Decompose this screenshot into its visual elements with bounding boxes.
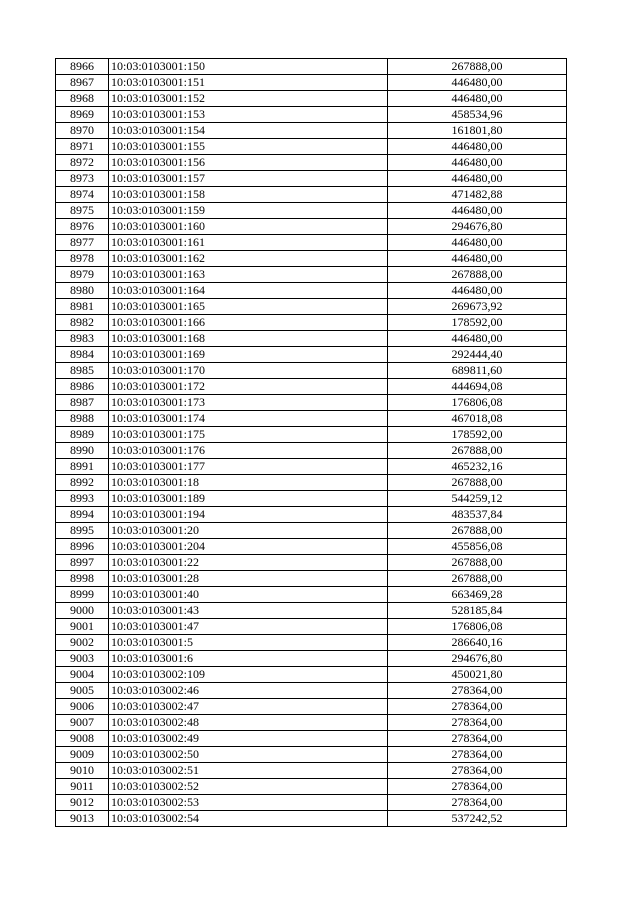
value-cell: 176806,08 (388, 619, 567, 635)
cadastral-number-cell: 10:03:0103001:189 (109, 491, 388, 507)
row-number-cell: 9008 (56, 731, 109, 747)
value-cell: 278364,00 (388, 747, 567, 763)
table-row (56, 619, 567, 635)
value-cell: 278364,00 (388, 715, 567, 731)
value-cell: 446480,00 (388, 91, 567, 107)
table-row (56, 347, 567, 363)
cadastral-number-cell: 10:03:0103001:169 (109, 347, 388, 363)
table-row (56, 715, 567, 731)
value-cell: 292444,40 (388, 347, 567, 363)
cadastral-number-cell: 10:03:0103001:150 (109, 59, 388, 75)
table-row (56, 443, 567, 459)
value-cell: 450021,80 (388, 667, 567, 683)
value-cell: 267888,00 (388, 475, 567, 491)
cadastral-number-cell: 10:03:0103001:177 (109, 459, 388, 475)
row-number-cell: 8984 (56, 347, 109, 363)
table-row (56, 251, 567, 267)
value-cell: 286640,16 (388, 635, 567, 651)
value-cell: 278364,00 (388, 763, 567, 779)
row-number-cell: 9002 (56, 635, 109, 651)
table-row (56, 155, 567, 171)
cadastral-number-cell: 10:03:0103001:156 (109, 155, 388, 171)
table-row (56, 427, 567, 443)
table-row (56, 267, 567, 283)
value-cell: 544259,12 (388, 491, 567, 507)
value-cell: 176806,08 (388, 395, 567, 411)
value-cell: 267888,00 (388, 523, 567, 539)
table-row (56, 667, 567, 683)
value-cell: 446480,00 (388, 155, 567, 171)
row-number-cell: 9001 (56, 619, 109, 635)
table-row (56, 459, 567, 475)
row-number-cell: 8983 (56, 331, 109, 347)
cadastral-number-cell: 10:03:0103001:40 (109, 587, 388, 603)
cadastral-number-cell: 10:03:0103002:109 (109, 667, 388, 683)
row-number-cell: 9012 (56, 795, 109, 811)
value-cell: 467018,08 (388, 411, 567, 427)
row-number-cell: 8990 (56, 443, 109, 459)
table-row (56, 747, 567, 763)
value-cell: 269673,92 (388, 299, 567, 315)
cadastral-number-cell: 10:03:0103001:166 (109, 315, 388, 331)
table-row (56, 379, 567, 395)
table-row (56, 139, 567, 155)
cadastral-number-cell: 10:03:0103002:52 (109, 779, 388, 795)
cadastral-number-cell: 10:03:0103001:176 (109, 443, 388, 459)
row-number-cell: 8994 (56, 507, 109, 523)
cadastral-number-cell: 10:03:0103001:204 (109, 539, 388, 555)
cadastral-number-cell: 10:03:0103001:157 (109, 171, 388, 187)
table-row (56, 635, 567, 651)
cadastral-number-cell: 10:03:0103001:151 (109, 75, 388, 91)
value-cell: 278364,00 (388, 779, 567, 795)
value-cell: 267888,00 (388, 59, 567, 75)
value-cell: 278364,00 (388, 731, 567, 747)
table-row (56, 363, 567, 379)
table-row (56, 283, 567, 299)
table-row (56, 107, 567, 123)
cadastral-number-cell: 10:03:0103001:175 (109, 427, 388, 443)
cadastral-number-cell: 10:03:0103001:164 (109, 283, 388, 299)
row-number-cell: 8982 (56, 315, 109, 331)
value-cell: 161801,80 (388, 123, 567, 139)
value-cell: 446480,00 (388, 203, 567, 219)
value-cell: 444694,08 (388, 379, 567, 395)
cadastral-number-cell: 10:03:0103001:152 (109, 91, 388, 107)
table-row (56, 523, 567, 539)
row-number-cell: 8981 (56, 299, 109, 315)
row-number-cell: 9013 (56, 811, 109, 827)
table-row (56, 651, 567, 667)
cadastral-number-cell: 10:03:0103001:155 (109, 139, 388, 155)
row-number-cell: 8972 (56, 155, 109, 171)
value-cell: 267888,00 (388, 443, 567, 459)
row-number-cell: 9000 (56, 603, 109, 619)
row-number-cell: 8979 (56, 267, 109, 283)
cadastral-number-cell: 10:03:0103001:161 (109, 235, 388, 251)
value-cell: 483537,84 (388, 507, 567, 523)
row-number-cell: 9003 (56, 651, 109, 667)
cadastral-number-cell: 10:03:0103001:6 (109, 651, 388, 667)
cadastral-number-cell: 10:03:0103001:168 (109, 331, 388, 347)
cadastral-value-table (55, 58, 567, 827)
row-number-cell: 8991 (56, 459, 109, 475)
row-number-cell: 8976 (56, 219, 109, 235)
value-cell: 446480,00 (388, 171, 567, 187)
cadastral-number-cell: 10:03:0103001:153 (109, 107, 388, 123)
table-row (56, 59, 567, 75)
row-number-cell: 8968 (56, 91, 109, 107)
row-number-cell: 9009 (56, 747, 109, 763)
table-row (56, 475, 567, 491)
table-row (56, 331, 567, 347)
row-number-cell: 8985 (56, 363, 109, 379)
row-number-cell: 9007 (56, 715, 109, 731)
value-cell: 689811,60 (388, 363, 567, 379)
value-cell: 267888,00 (388, 571, 567, 587)
value-cell: 471482,88 (388, 187, 567, 203)
row-number-cell: 8974 (56, 187, 109, 203)
row-number-cell: 8967 (56, 75, 109, 91)
value-cell: 446480,00 (388, 283, 567, 299)
cadastral-number-cell: 10:03:0103001:5 (109, 635, 388, 651)
cadastral-number-cell: 10:03:0103001:170 (109, 363, 388, 379)
cadastral-number-cell: 10:03:0103001:20 (109, 523, 388, 539)
table-row (56, 795, 567, 811)
cadastral-number-cell: 10:03:0103002:51 (109, 763, 388, 779)
row-number-cell: 8970 (56, 123, 109, 139)
table-row (56, 299, 567, 315)
row-number-cell: 9010 (56, 763, 109, 779)
value-cell: 663469,28 (388, 587, 567, 603)
value-cell: 446480,00 (388, 251, 567, 267)
cadastral-number-cell: 10:03:0103001:165 (109, 299, 388, 315)
value-cell: 267888,00 (388, 267, 567, 283)
value-cell: 465232,16 (388, 459, 567, 475)
value-cell: 446480,00 (388, 235, 567, 251)
cadastral-number-cell: 10:03:0103001:159 (109, 203, 388, 219)
table-row (56, 731, 567, 747)
value-cell: 178592,00 (388, 427, 567, 443)
row-number-cell: 8969 (56, 107, 109, 123)
row-number-cell: 9011 (56, 779, 109, 795)
cadastral-number-cell: 10:03:0103001:47 (109, 619, 388, 635)
cadastral-number-cell: 10:03:0103001:172 (109, 379, 388, 395)
cadastral-number-cell: 10:03:0103001:18 (109, 475, 388, 491)
cadastral-number-cell: 10:03:0103001:163 (109, 267, 388, 283)
value-cell: 458534,96 (388, 107, 567, 123)
table-row (56, 539, 567, 555)
value-cell: 455856,08 (388, 539, 567, 555)
table-row (56, 315, 567, 331)
cadastral-number-cell: 10:03:0103001:160 (109, 219, 388, 235)
cadastral-number-cell: 10:03:0103001:158 (109, 187, 388, 203)
table-row (56, 571, 567, 587)
value-cell: 537242,52 (388, 811, 567, 827)
table-row (56, 555, 567, 571)
value-cell: 294676,80 (388, 219, 567, 235)
table-row (56, 395, 567, 411)
value-cell: 267888,00 (388, 555, 567, 571)
cadastral-number-cell: 10:03:0103001:162 (109, 251, 388, 267)
cadastral-number-cell: 10:03:0103001:28 (109, 571, 388, 587)
row-number-cell: 8992 (56, 475, 109, 491)
table-row (56, 411, 567, 427)
cadastral-number-cell: 10:03:0103001:194 (109, 507, 388, 523)
row-number-cell: 9004 (56, 667, 109, 683)
cadastral-number-cell: 10:03:0103002:48 (109, 715, 388, 731)
row-number-cell: 8999 (56, 587, 109, 603)
table-row (56, 763, 567, 779)
table-row (56, 75, 567, 91)
cadastral-number-cell: 10:03:0103002:50 (109, 747, 388, 763)
table-row (56, 91, 567, 107)
value-cell: 446480,00 (388, 331, 567, 347)
cadastral-number-cell: 10:03:0103002:53 (109, 795, 388, 811)
value-cell: 278364,00 (388, 699, 567, 715)
table-row (56, 811, 567, 827)
row-number-cell: 8987 (56, 395, 109, 411)
cadastral-number-cell: 10:03:0103002:47 (109, 699, 388, 715)
row-number-cell: 8986 (56, 379, 109, 395)
table-row (56, 187, 567, 203)
table-row (56, 683, 567, 699)
row-number-cell: 8995 (56, 523, 109, 539)
row-number-cell: 8996 (56, 539, 109, 555)
row-number-cell: 8980 (56, 283, 109, 299)
value-cell: 446480,00 (388, 75, 567, 91)
row-number-cell: 8993 (56, 491, 109, 507)
row-number-cell: 8998 (56, 571, 109, 587)
table-row (56, 603, 567, 619)
value-cell: 278364,00 (388, 795, 567, 811)
cadastral-number-cell: 10:03:0103001:22 (109, 555, 388, 571)
row-number-cell: 8978 (56, 251, 109, 267)
row-number-cell: 8988 (56, 411, 109, 427)
row-number-cell: 9006 (56, 699, 109, 715)
cadastral-number-cell: 10:03:0103001:173 (109, 395, 388, 411)
cadastral-number-cell: 10:03:0103002:54 (109, 811, 388, 827)
table-row (56, 235, 567, 251)
value-cell: 528185,84 (388, 603, 567, 619)
cadastral-number-cell: 10:03:0103002:46 (109, 683, 388, 699)
table-row (56, 491, 567, 507)
table-row (56, 587, 567, 603)
row-number-cell: 8973 (56, 171, 109, 187)
table-row (56, 203, 567, 219)
row-number-cell: 8971 (56, 139, 109, 155)
cadastral-number-cell: 10:03:0103002:49 (109, 731, 388, 747)
table-row (56, 699, 567, 715)
row-number-cell: 8989 (56, 427, 109, 443)
cadastral-number-cell: 10:03:0103001:154 (109, 123, 388, 139)
table-row (56, 507, 567, 523)
table-row (56, 219, 567, 235)
table-row (56, 171, 567, 187)
cadastral-number-cell: 10:03:0103001:174 (109, 411, 388, 427)
table-row (56, 779, 567, 795)
row-number-cell: 8977 (56, 235, 109, 251)
row-number-cell: 8966 (56, 59, 109, 75)
table-body (56, 59, 567, 827)
cadastral-number-cell: 10:03:0103001:43 (109, 603, 388, 619)
row-number-cell: 9005 (56, 683, 109, 699)
row-number-cell: 8975 (56, 203, 109, 219)
value-cell: 178592,00 (388, 315, 567, 331)
table-row (56, 123, 567, 139)
value-cell: 278364,00 (388, 683, 567, 699)
row-number-cell: 8997 (56, 555, 109, 571)
value-cell: 294676,80 (388, 651, 567, 667)
value-cell: 446480,00 (388, 139, 567, 155)
